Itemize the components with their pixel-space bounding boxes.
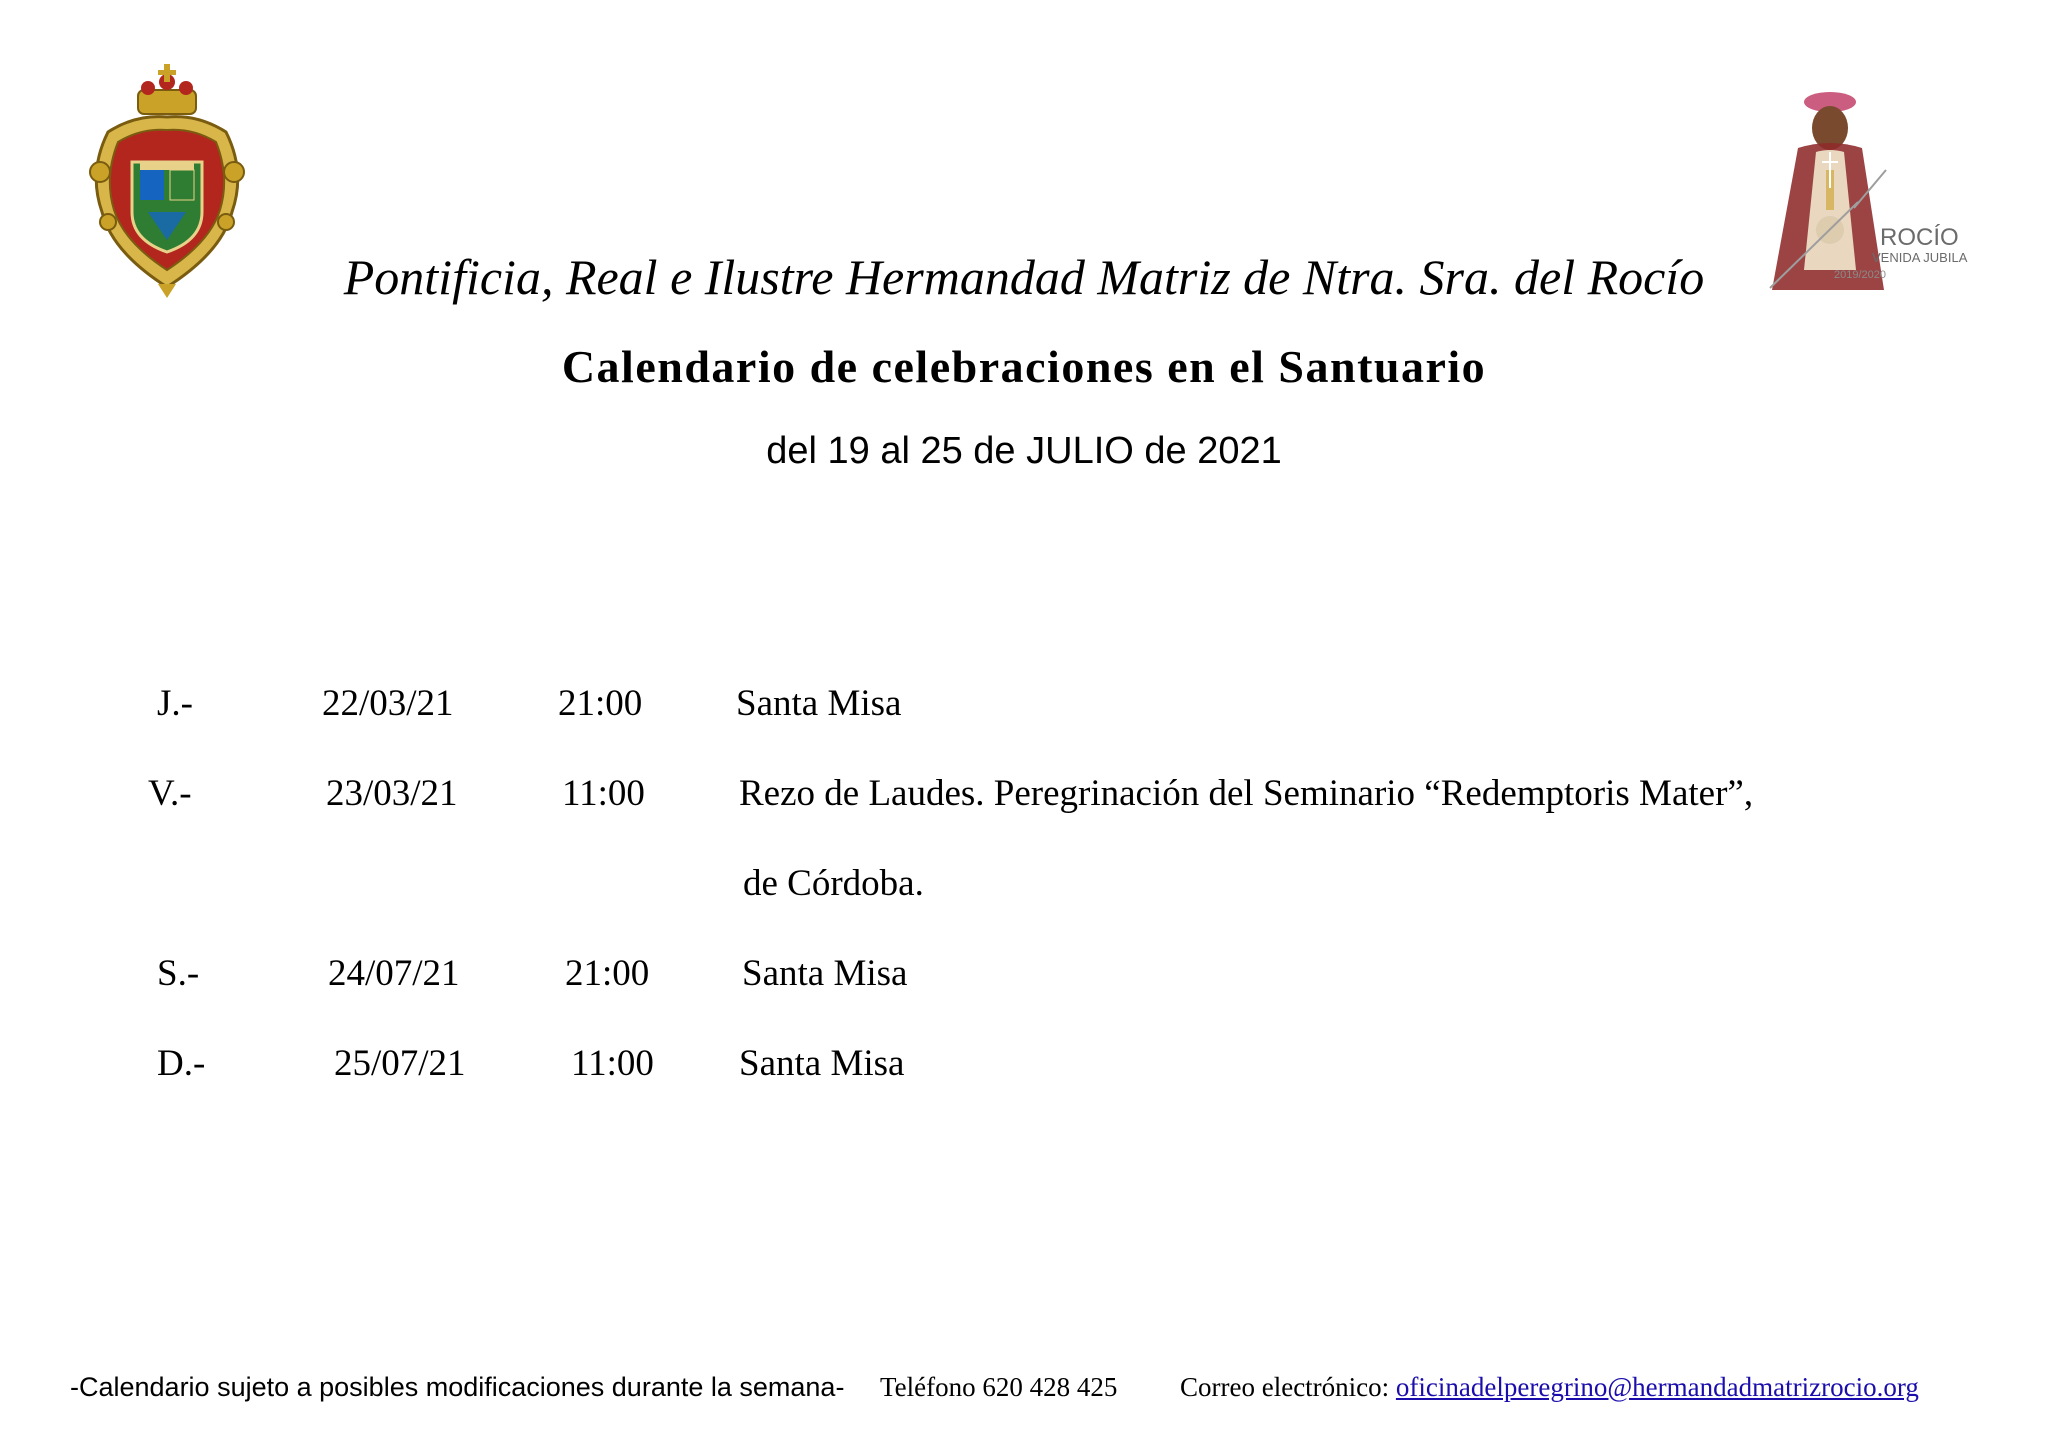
time-label: 21:00 — [565, 953, 650, 994]
organization-name: Pontificia, Real e Ilustre Hermandad Matriz de Ntra. Sra. del Rocío — [343, 249, 1705, 305]
svg-text:ROCÍO: ROCÍO — [1880, 224, 1959, 251]
footer-note: -Calendario sujeto a posibles modificaciones durante la semana- — [70, 1372, 845, 1402]
event-label: Santa Misa — [742, 953, 908, 994]
day-label: V.- — [148, 773, 192, 814]
day-label: S.- — [157, 953, 200, 994]
date-label: 24/07/21 — [328, 953, 460, 994]
email-link[interactable]: oficinadelperegrino@hermandadmatrizrocio.org — [1395, 1372, 1919, 1402]
email-label: Correo electrónico: — [1180, 1372, 1390, 1402]
event-continuation: de Córdoba. — [743, 863, 924, 904]
date-label: 25/07/21 — [334, 1043, 466, 1084]
event-label: Santa Misa — [739, 1043, 905, 1084]
svg-text:2019/2020: 2019/2020 — [1834, 269, 1886, 281]
crown-icon — [138, 64, 196, 114]
time-label: 21:00 — [558, 683, 643, 724]
page-title: Calendario de celebraciones en el Santuario — [561, 341, 1487, 392]
footer-phone: Teléfono 620 428 425 — [880, 1372, 1118, 1402]
event-label: Rezo de Laudes. Peregrinación del Seminario “Redemptoris Mater”, — [739, 773, 1754, 814]
time-label: 11:00 — [562, 773, 645, 814]
date-label: 23/03/21 — [326, 773, 458, 814]
footer-email — [1180, 1372, 1919, 1403]
day-label: D.- — [157, 1043, 206, 1084]
svg-text:VENIDA JUBILAR: VENIDA JUBILAR — [1872, 250, 1968, 265]
time-label: 11:00 — [571, 1043, 654, 1084]
date-label: 22/03/21 — [322, 683, 454, 724]
event-label: Santa Misa — [736, 683, 902, 724]
day-label: J.- — [157, 683, 193, 724]
date-range: del 19 al 25 de JULIO de 2021 — [766, 430, 1282, 472]
